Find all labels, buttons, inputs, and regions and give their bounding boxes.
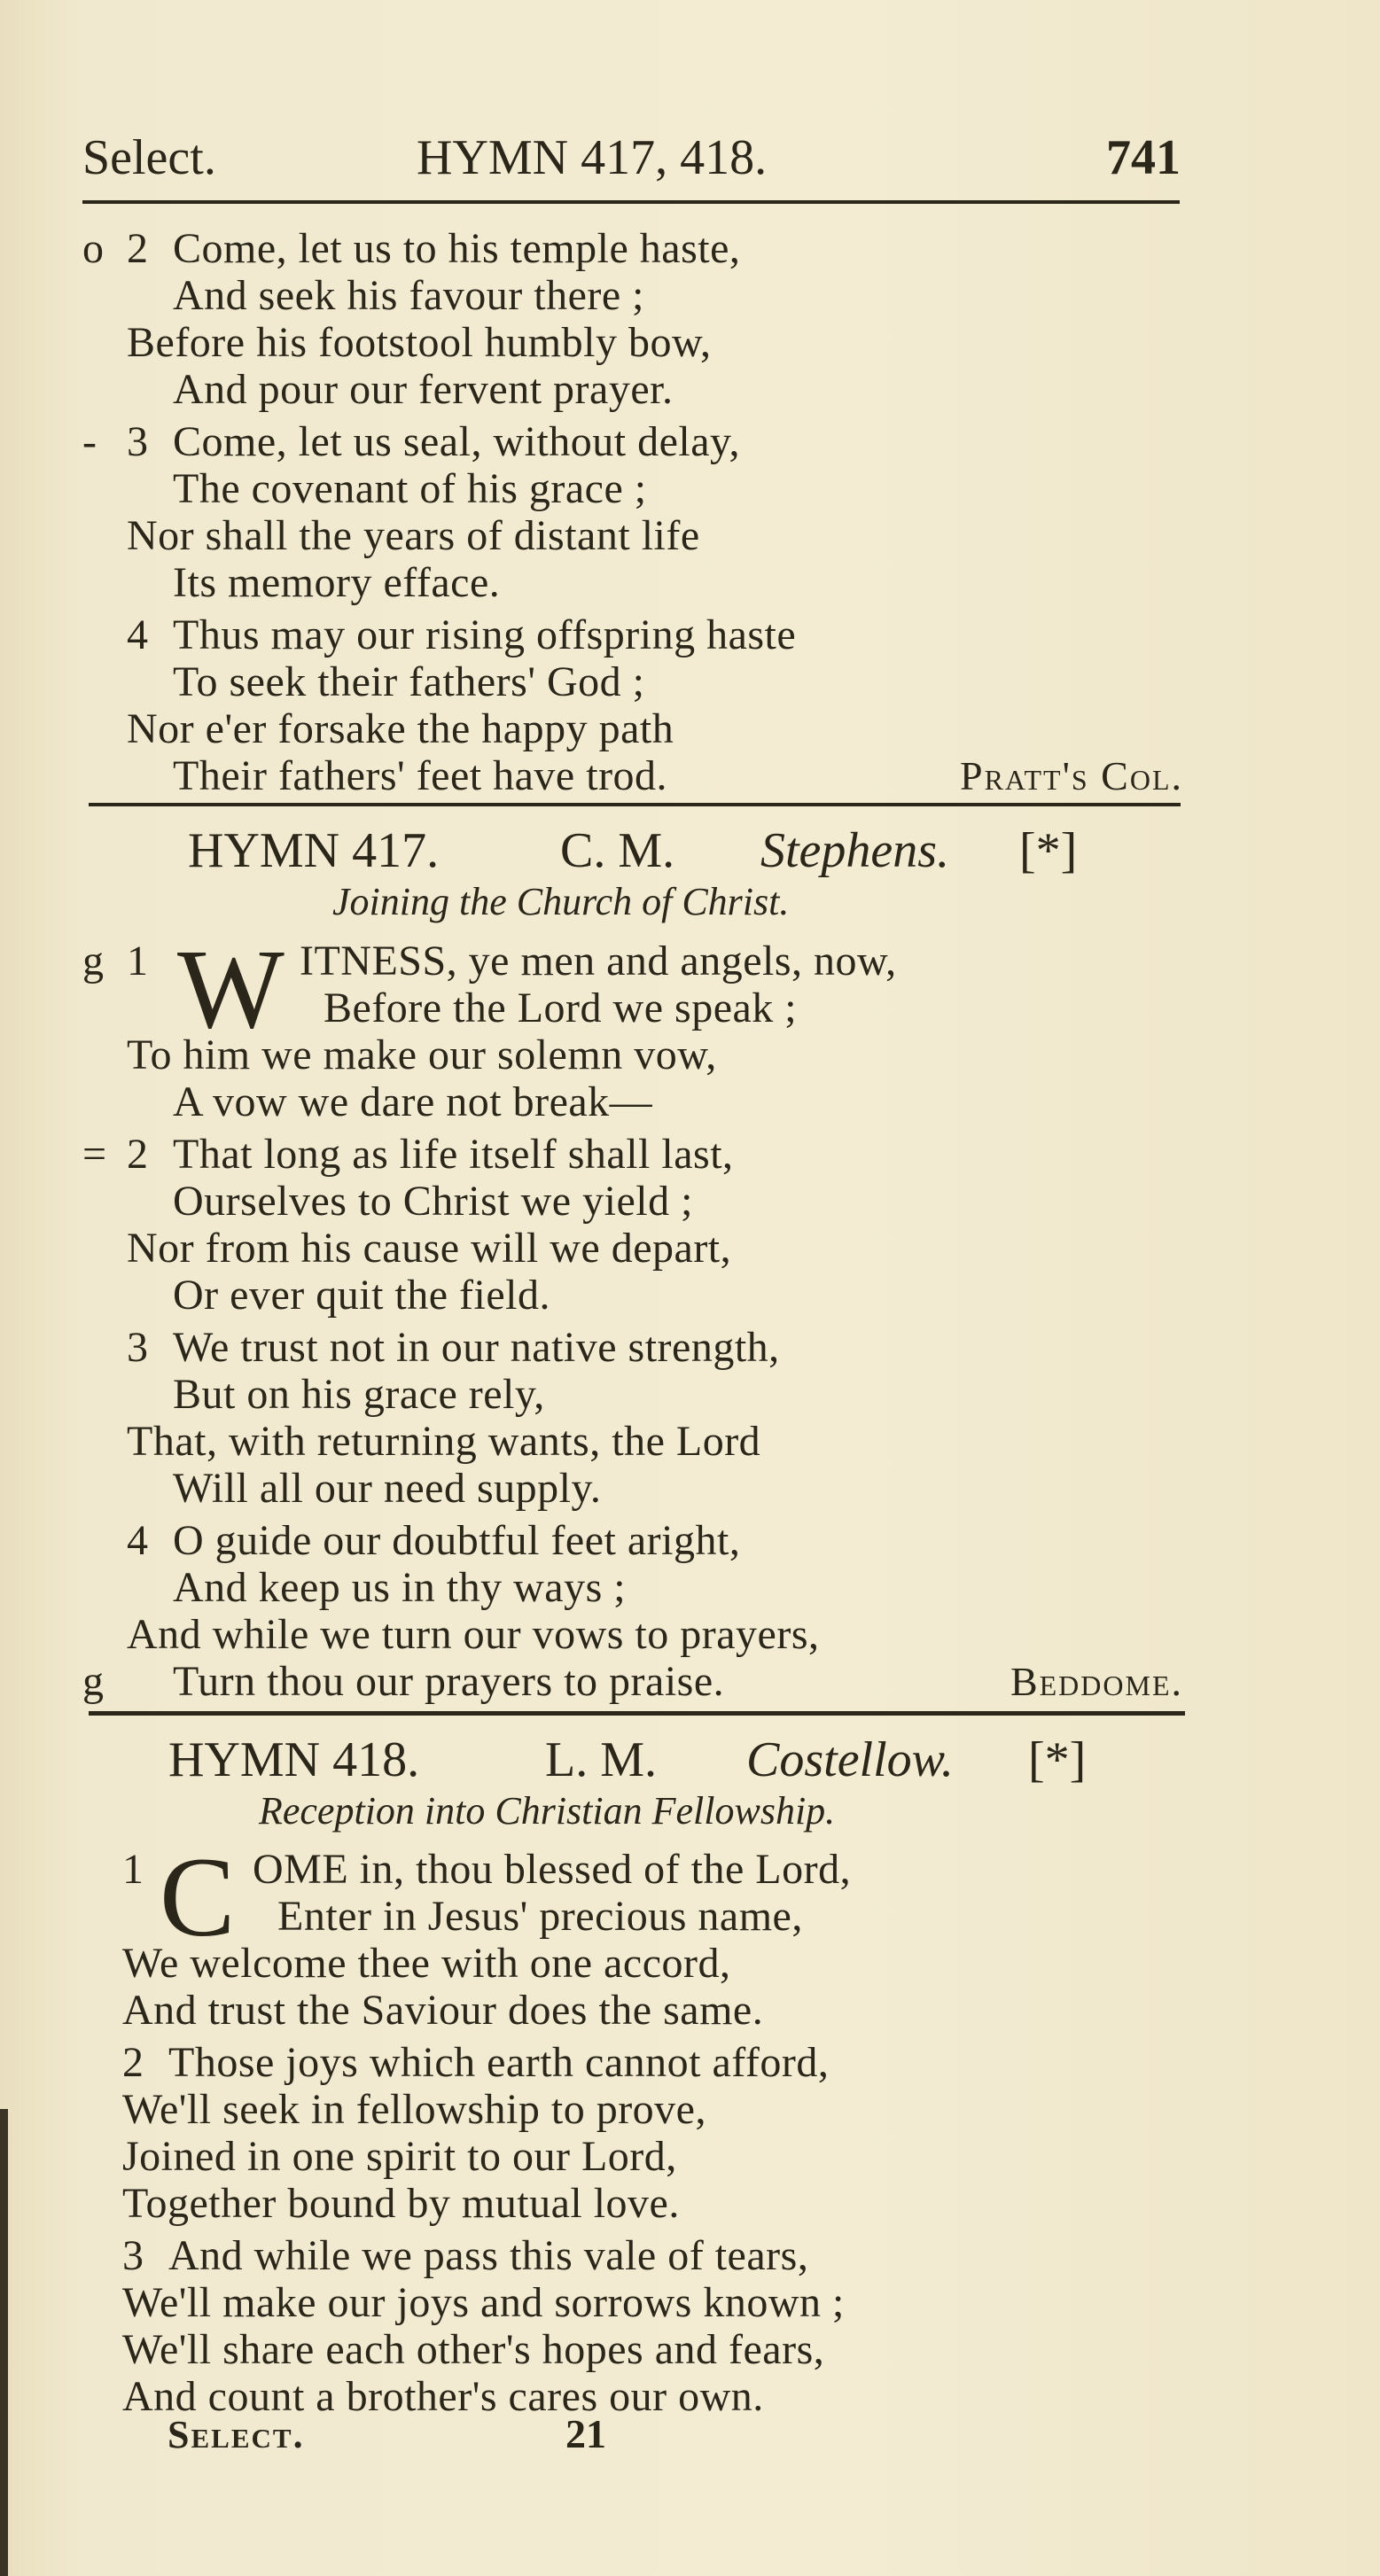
line-text: And while we turn our vows to prayers, bbox=[127, 1611, 820, 1658]
performance-mark: o bbox=[82, 225, 105, 272]
hymn-meter: L. M. bbox=[545, 1732, 657, 1787]
sheet-number: 21 bbox=[565, 2411, 606, 2456]
signature-mark: Select. bbox=[168, 2413, 305, 2456]
verse-line bbox=[0, 2086, 1380, 2133]
drop-cap: C bbox=[160, 1834, 236, 1960]
line-text: Nor e'er forsake the happy path bbox=[127, 705, 674, 752]
verse-line bbox=[0, 465, 1380, 512]
line-text: Come, let us seal, without delay, bbox=[173, 418, 740, 465]
verse-line bbox=[0, 658, 1380, 705]
verse-line bbox=[0, 1611, 1380, 1658]
line-text: ITNESS, ye men and angels, now, bbox=[300, 938, 897, 984]
line-text: Turn thou our prayers to praise. bbox=[173, 1658, 725, 1705]
hymn-418-subtitle: Reception into Christian Fellowship. bbox=[259, 1789, 836, 1833]
verse-line bbox=[0, 225, 1380, 272]
verse-line bbox=[0, 611, 1380, 658]
verse-line bbox=[0, 2039, 1380, 2086]
hymn-tune: Costellow. bbox=[746, 1732, 954, 1787]
verse-line bbox=[0, 1465, 1380, 1512]
header-rule bbox=[82, 200, 1180, 204]
verse-line bbox=[0, 1272, 1380, 1319]
stanza-number: 3 bbox=[127, 418, 149, 465]
page-number: 741 bbox=[1106, 130, 1181, 185]
verse-line bbox=[0, 2133, 1380, 2180]
verse-line bbox=[0, 1371, 1380, 1418]
line-text: Joined in one spirit to our Lord, bbox=[122, 2133, 677, 2180]
verse-line bbox=[0, 1893, 1380, 1940]
hymn-417-text bbox=[0, 926, 1380, 1705]
performance-mark: g bbox=[82, 1658, 105, 1705]
verse-line bbox=[0, 2180, 1380, 2227]
stanza-number: 4 bbox=[127, 611, 149, 658]
verse-line bbox=[0, 1324, 1380, 1371]
line-text: Thus may our rising offspring haste bbox=[173, 611, 797, 658]
verse-line bbox=[0, 1658, 1380, 1705]
verse-line bbox=[0, 2279, 1380, 2326]
line-text: Those joys which earth cannot afford, bbox=[168, 2039, 830, 2086]
stanza-number: 1 bbox=[127, 938, 149, 984]
line-text: We welcome thee with one accord, bbox=[122, 1940, 731, 1987]
hymn-meter: C. M. bbox=[560, 823, 675, 878]
stanza-number: 2 bbox=[127, 225, 149, 272]
verse-line bbox=[0, 1987, 1380, 2034]
verse-line bbox=[0, 705, 1380, 752]
stanza-number: 1 bbox=[122, 1846, 144, 1893]
verse-line bbox=[0, 1225, 1380, 1272]
line-text: And while we pass this vale of tears, bbox=[168, 2232, 809, 2279]
performance-mark: g bbox=[82, 938, 105, 984]
line-text: We'll make our joys and sorrows known ; bbox=[122, 2279, 845, 2326]
line-text: OME in, thou blessed of the Lord, bbox=[253, 1846, 852, 1893]
verse-line bbox=[0, 1078, 1380, 1125]
line-text: We trust not in our native strength, bbox=[173, 1324, 780, 1371]
hymn-tune: Stephens. bbox=[760, 823, 950, 878]
performance-mark: - bbox=[82, 418, 97, 465]
line-text: And trust the Saviour does the same. bbox=[122, 1987, 764, 2034]
line-text: Will all our need supply. bbox=[173, 1465, 602, 1512]
line-text: We'll seek in fellowship to prove, bbox=[122, 2086, 706, 2133]
verse-line bbox=[0, 418, 1380, 465]
hymn-418-text bbox=[0, 1834, 1380, 2420]
hymn-mark: [*] bbox=[1028, 1732, 1087, 1787]
hymn-number: HYMN 417. bbox=[188, 823, 440, 878]
section-rule bbox=[89, 803, 1181, 806]
line-text: The covenant of his grace ; bbox=[173, 465, 647, 512]
verse-line bbox=[0, 1418, 1380, 1465]
verse-line bbox=[0, 1564, 1380, 1611]
line-text: And seek his favour there ; bbox=[173, 272, 645, 319]
line-text: Ourselves to Christ we yield ; bbox=[173, 1178, 693, 1225]
line-text: Together bound by mutual love. bbox=[122, 2180, 680, 2227]
verse-line bbox=[0, 1940, 1380, 1987]
line-text: O guide our doubtful feet aright, bbox=[173, 1517, 741, 1564]
line-text: To him we make our solemn vow, bbox=[127, 1031, 717, 1078]
line-text: That long as life itself shall last, bbox=[173, 1131, 734, 1178]
hymn-416-ending bbox=[0, 225, 1380, 799]
verse-line bbox=[0, 512, 1380, 559]
stanza-number: 2 bbox=[127, 1131, 149, 1178]
line-text: To seek their fathers' God ; bbox=[173, 658, 645, 705]
line-text: Before his footstool humbly bow, bbox=[127, 319, 712, 366]
verse-line bbox=[0, 1031, 1380, 1078]
performance-mark: = bbox=[82, 1131, 107, 1178]
author-attribution: Beddome. bbox=[1010, 1659, 1183, 1704]
stanza-number: 4 bbox=[127, 1517, 149, 1564]
running-head-title: HYMN 417, 418. bbox=[417, 130, 768, 185]
line-text: Come, let us to his temple haste, bbox=[173, 225, 741, 272]
running-head-left: Select. bbox=[82, 130, 216, 185]
hymn-417-subtitle: Joining the Church of Christ. bbox=[332, 880, 790, 923]
author-attribution: Pratt's Col. bbox=[959, 753, 1183, 798]
line-text: But on his grace rely, bbox=[173, 1371, 545, 1418]
line-text: That, with returning wants, the Lord bbox=[127, 1418, 761, 1465]
section-rule bbox=[89, 1711, 1185, 1716]
verse-line bbox=[0, 1178, 1380, 1225]
line-text: And count a brother's cares our own. bbox=[122, 2373, 764, 2420]
hymn-number: HYMN 418. bbox=[168, 1732, 420, 1787]
line-text: And keep us in thy ways ; bbox=[173, 1564, 627, 1611]
stanza-number: 2 bbox=[122, 2039, 144, 2086]
line-text: Or ever quit the field. bbox=[173, 1272, 551, 1319]
verse-line bbox=[0, 2326, 1380, 2373]
line-text: Their fathers' feet have trod. bbox=[173, 752, 668, 799]
stanza-number: 3 bbox=[122, 2232, 144, 2279]
verse-line bbox=[0, 319, 1380, 366]
verse-line bbox=[0, 1131, 1380, 1178]
verse-line bbox=[0, 366, 1380, 413]
line-text: Before the Lord we speak ; bbox=[324, 984, 798, 1031]
line-text: We'll share each other's hopes and fears, bbox=[122, 2326, 825, 2373]
verse-line bbox=[0, 559, 1380, 606]
line-text: And pour our fervent prayer. bbox=[173, 366, 674, 413]
line-text: Nor from his cause will we depart, bbox=[127, 1225, 732, 1272]
stanza-number: 3 bbox=[127, 1324, 149, 1371]
line-text: Nor shall the years of distant life bbox=[127, 512, 700, 559]
verse-line bbox=[0, 752, 1380, 799]
drop-cap: W bbox=[177, 926, 285, 1052]
line-text: Enter in Jesus' precious name, bbox=[277, 1893, 803, 1940]
verse-line bbox=[0, 2232, 1380, 2279]
line-text: Its memory efface. bbox=[173, 559, 501, 606]
verse-line bbox=[0, 272, 1380, 319]
verse-line bbox=[0, 984, 1380, 1031]
hymn-mark: [*] bbox=[1019, 823, 1078, 878]
line-text: A vow we dare not break— bbox=[173, 1078, 653, 1125]
verse-line bbox=[0, 1517, 1380, 1564]
